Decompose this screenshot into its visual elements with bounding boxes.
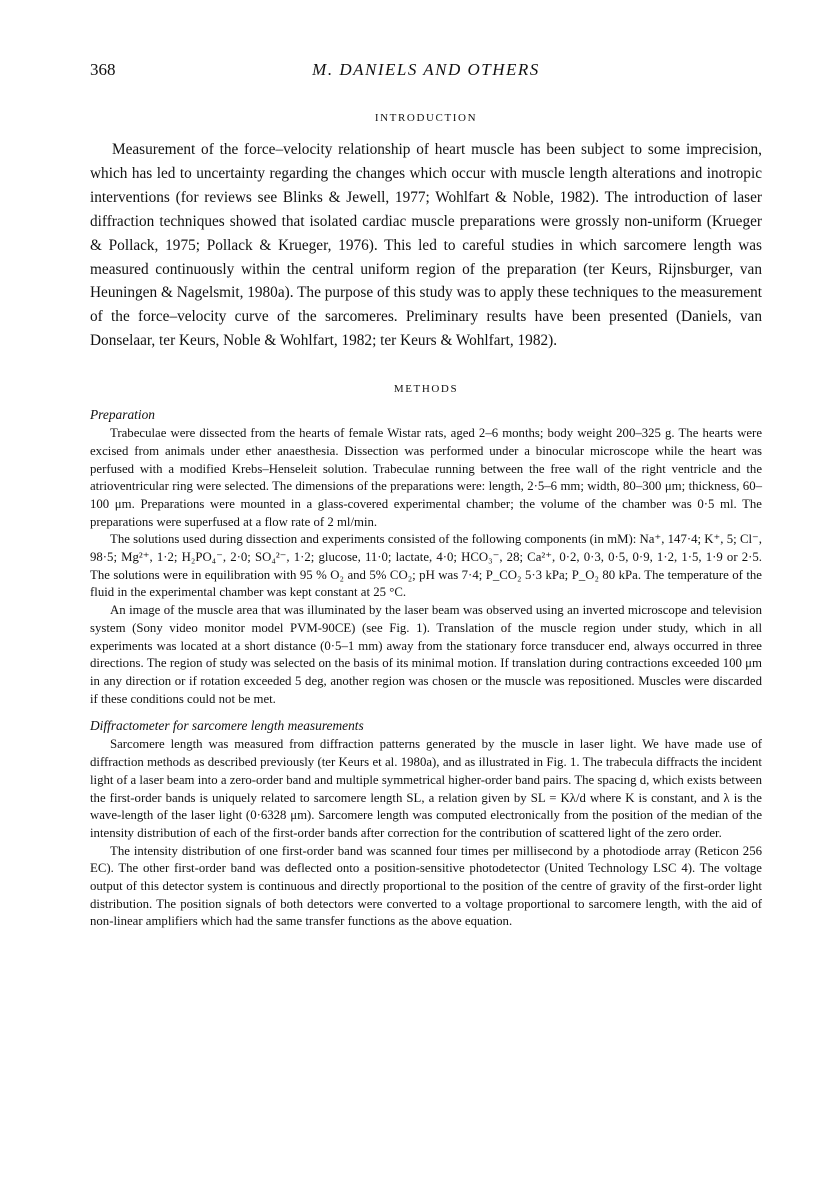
preparation-paragraph-2: The solutions used during dissection and experiments consisted of the following components (in mM): Na⁺, 147·4; K⁺, 5; Cl⁻, 98·5; Mg²⁺, 1·2; H₂PO₄⁻, 2·0; SO₄²⁻, 1·2; glucose, 11·0; lactate, 4·0; HCO₃⁻, 28; Ca²⁺, 0·2, 0·3, 0·5, 0·9, 1·2, 1·5, 1·9 or 2·5. The solutions were in equilibration with 95 % O₂ and 5% CO₂; pH was 7·4; P_CO₂ 5·3 kPa; P_O₂ 80 kPa. The temperature of the fluid in the experimental chamber was kept constant at 25 °C. [90,532,762,600]
page [90,60,762,931]
diffractometer-paragraph-1: Sarcomere length was measured from diffraction patterns generated by the muscle in laser light. We have made use of diffraction methods as described previously (ter Keurs et al. 1980a), and as illustrated in Fig. 1. The trabecula diffracts the incident light of a laser beam into a zero-order band and multiple symmetrical higher-order band pairs. The spacing d, which exists between the first-order bands is uniquely related to sarcomere length SL, a relation given by SL = Kλ/d where K is constant, and λ is the wave-length of the laser light (0·6328 μm). Sarcomere length was computed electronically from the position of the median of the intensity distribution of each of the first-order bands after correction for the contribution of scattered light of the zero order. [90,737,762,840]
methods-heading: METHODS [393,383,459,396]
preparation-paragraph-1: Trabeculae were dissected from the hearts of female Wistar rats, aged 2–6 months; body weight 200–325 g. The hearts were excised from animals under ether anaesthesia. Dissection was performed under a binocular microscope while the heart was perfused with a modified Krebs–Henseleit solution. Trabeculae running between the free wall of the right ventricle and the atrioventricular ring were selected. The dimensions of the preparations were: length, 2·5–6 mm; width, 80–300 μm; thickness, 60–100 μm. Preparations were mounted in a glass-covered experimental chamber; the volume of the chamber was 0·5 ml. The preparations were superfused at a flow rate of 2 ml/min. [90,426,762,529]
preparation-subheading: Preparation [90,407,155,423]
introduction-heading: INTRODUCTION [374,112,478,124]
diffractometer-paragraph-2: The intensity distribution of one first-order band was scanned four times per millisecond by a photodiode array (Reticon 256 EC). The other first-order band was deflected onto a position-sensitive photodetector (United Technology LSC 4). The voltage output of this detector system is continuous and directly proportional to the position of the centre of gravity of the first-order light distribution. The position signals of both detectors were converted to a voltage proportional to sarcomere length, with the aid of non-linear amplifiers which had the same transfer functions as the above equation. [90,843,762,929]
preparation-paragraph-3: An image of the muscle area that was illuminated by the laser beam was observed using an inverted microscope and television system (Sony video monitor model PVM-90CE) (see Fig. 1). Translation of the muscle region under study, which in all experiments was located at a short distance (0·5–1 mm) away from the stationary force transducer end, always occurred in three directions. The region of study was selected on the basis of its minimal motion. If translation during contractions exceeded 100 μm in any direction or if rotation exceeded 5 deg, another region was chosen or the muscle was repositioned. Muscles were discarded if these conditions could not be met. [90,603,762,706]
page-header [90,60,762,90]
running-head: M. DANIELS AND OTHERS [312,60,540,79]
diffractometer-subheading: Diffractometer for sarcomere length measurements [90,718,364,734]
introduction-paragraph: Measurement of the force–velocity relationship of heart muscle has been subject to some imprecision, which has led to uncertainty regarding the changes which occur with muscle length alterations and inotropic interventions (for reviews see Blinks & Jewell, 1977; Wohlfart & Noble, 1982). The introduction of laser diffraction techniques showed that isolated cardiac muscle preparations were grossly non-uniform (Krueger & Pollack, 1975; Pollack & Krueger, 1976). This led to careful studies in which sarcomere length was measured continuously within the central uniform region of the preparation (ter Keurs, Rijnsburger, van Heuningen & Nagelsmit, 1980a). The purpose of this study was to apply these techniques to the measurement of the force–velocity curve of the sarcomeres. Preliminary results have been presented (Daniels, van Donselaar, ter Keurs, Noble & Wohlfart, 1982; ter Keurs & Wohlfart, 1982). [90,141,762,350]
page-number: 368 [90,60,116,79]
